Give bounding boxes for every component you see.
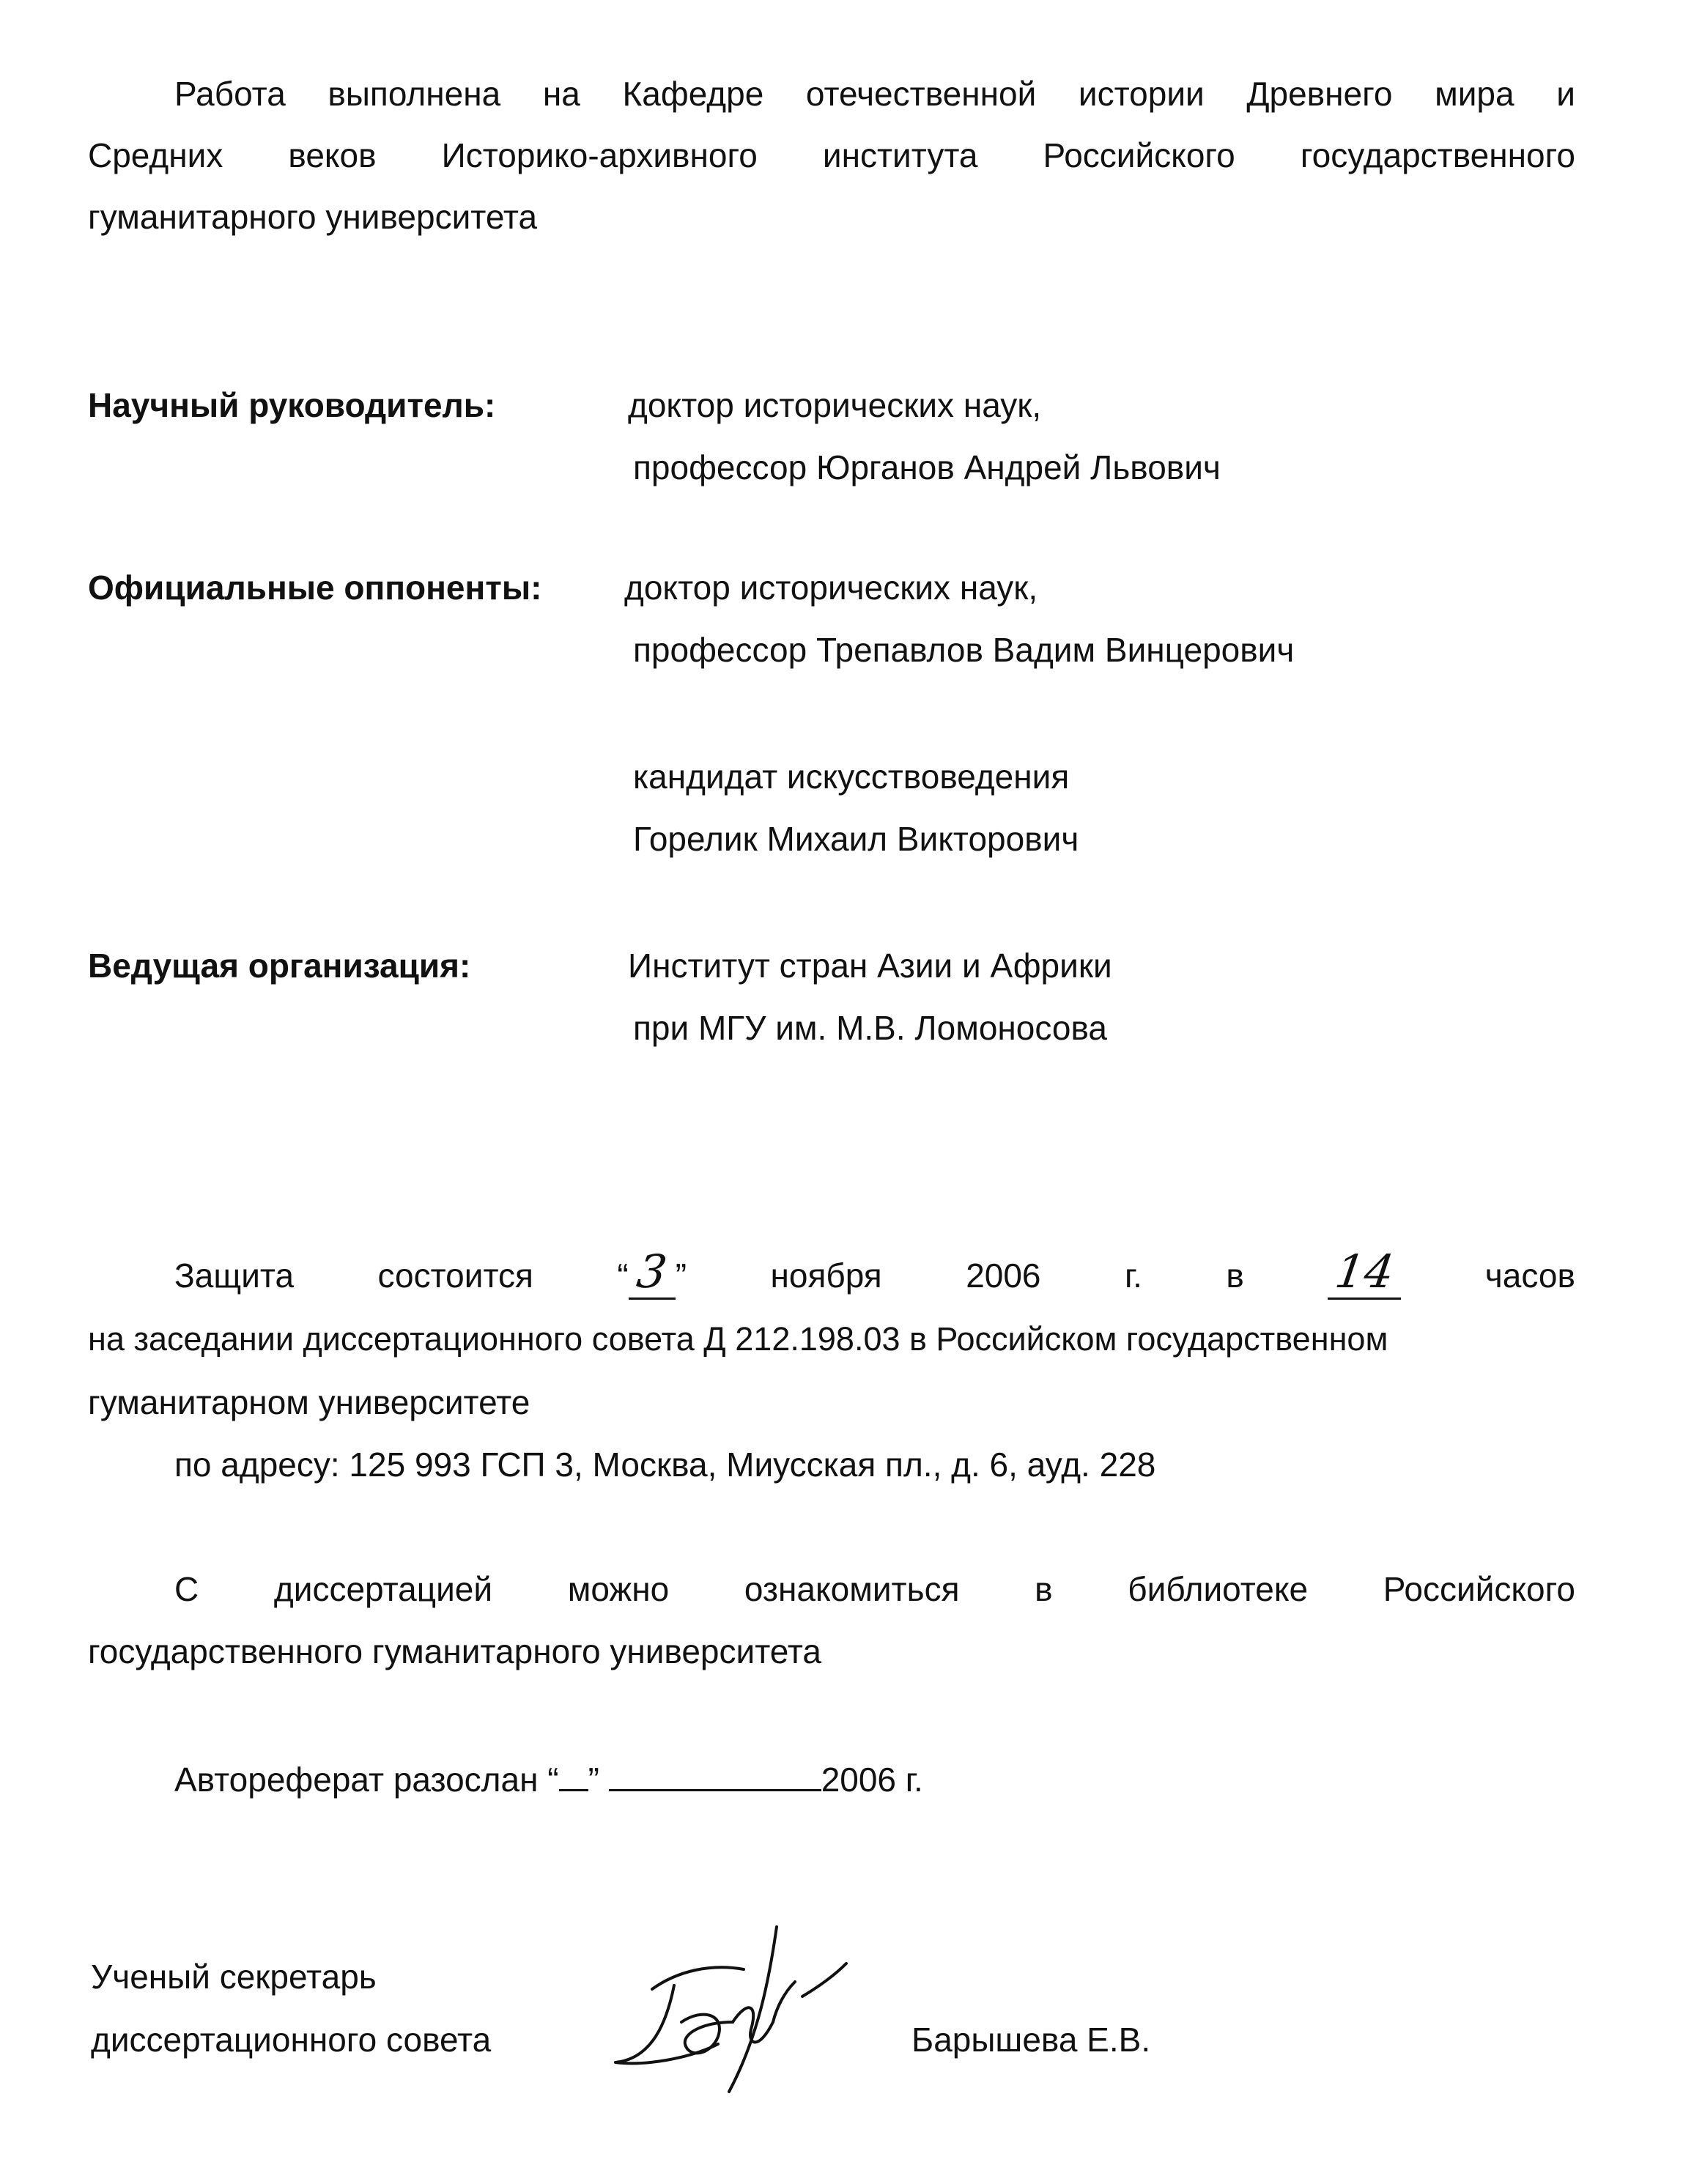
library-line-1 [174, 1557, 1575, 1621]
leading-org-line-1: Институт стран Азии и Африки [628, 947, 1112, 985]
word: на [542, 75, 580, 113]
abstract-prefix: Автореферат разослан “ [174, 1761, 559, 1799]
defense-address: по адресу: 125 993 ГСП 3, Москва, Миусская пл., д. 6, ауд. 228 [174, 1445, 1156, 1484]
word: Российского [1383, 1570, 1575, 1608]
word: мира [1435, 75, 1514, 113]
defense-line-1 [174, 1243, 1575, 1308]
defense-day: “ 3 ” [617, 1245, 687, 1298]
opponent-2-line-1: кандидат искусствоведения [633, 758, 1070, 796]
library-line-2: государственного гуманитарного университета [88, 1632, 821, 1670]
leading-org-line-2: при МГУ им. М.В. Ломоносова [633, 1009, 1107, 1047]
word: Средних [88, 136, 223, 174]
word: Российского [1043, 136, 1235, 174]
opponent-1-line-2: профессор Трепавлов Вадим Винцерович [633, 631, 1295, 669]
word: веков [288, 136, 377, 174]
opponent-2-line-2: Горелик Михаил Викторович [633, 820, 1079, 858]
word: С [174, 1570, 199, 1608]
word: Защита [174, 1256, 295, 1295]
supervisor-label: Научный руководитель: [88, 386, 496, 424]
quote-close: ” [588, 1761, 599, 1799]
intro-line-3: гуманитарного университета [88, 198, 538, 236]
defense-month: ноября [770, 1256, 882, 1295]
word: Историко-архивного [441, 136, 758, 174]
month-blank [609, 1757, 821, 1791]
word: института [822, 136, 978, 174]
defense-year: 2006 [966, 1256, 1041, 1295]
intro-line-2 [88, 123, 1575, 188]
word: и [1556, 75, 1575, 113]
word: ознакомиться [744, 1570, 960, 1608]
opponent-1-line-1: доктор исторических наук, [624, 569, 1038, 607]
handwritten-day: 3 [633, 1245, 670, 1298]
abstract-suffix: 2006 г. [821, 1761, 923, 1799]
day-blank [559, 1757, 588, 1791]
defense-line-2: на заседании диссертационного совета Д 212.198.03 в Российском государственном [88, 1320, 1388, 1358]
word: государственного [1300, 136, 1575, 174]
word: Древнего [1246, 75, 1393, 113]
abstract-sent-line [174, 1747, 923, 1812]
signature [601, 1912, 879, 2103]
word: выполнена [328, 75, 501, 113]
defense-hour-slot [1328, 1245, 1401, 1300]
word: можно [567, 1570, 670, 1608]
word: г. [1125, 1256, 1142, 1295]
word: отечественной [805, 75, 1037, 113]
supervisor-line-1: доктор исторических наук, [628, 386, 1042, 424]
word: в [1226, 1256, 1244, 1295]
word: библиотеке [1128, 1570, 1309, 1608]
handwritten-hour: 14 [1331, 1245, 1397, 1298]
supervisor-line-2: профессор Юрганов Андрей Львович [633, 448, 1221, 486]
word: в [1035, 1570, 1053, 1608]
word: Работа [174, 75, 286, 113]
word: состоится [377, 1256, 533, 1295]
word: истории [1078, 75, 1205, 113]
secretary-name: Барышева Е.В. [911, 2021, 1151, 2059]
leading-org-label: Ведущая организация: [88, 947, 471, 985]
secretary-line-1: Ученый секретарь [91, 1958, 377, 1996]
secretary-line-2: диссертационного совета [91, 2021, 492, 2059]
defense-line-3: гуманитарном университете [88, 1383, 530, 1421]
intro-line-1 [174, 62, 1575, 126]
opponents-label: Официальные оппоненты: [88, 569, 542, 607]
word: Кафедре [622, 75, 764, 113]
word: диссертацией [273, 1570, 493, 1608]
word: часов [1484, 1256, 1575, 1295]
